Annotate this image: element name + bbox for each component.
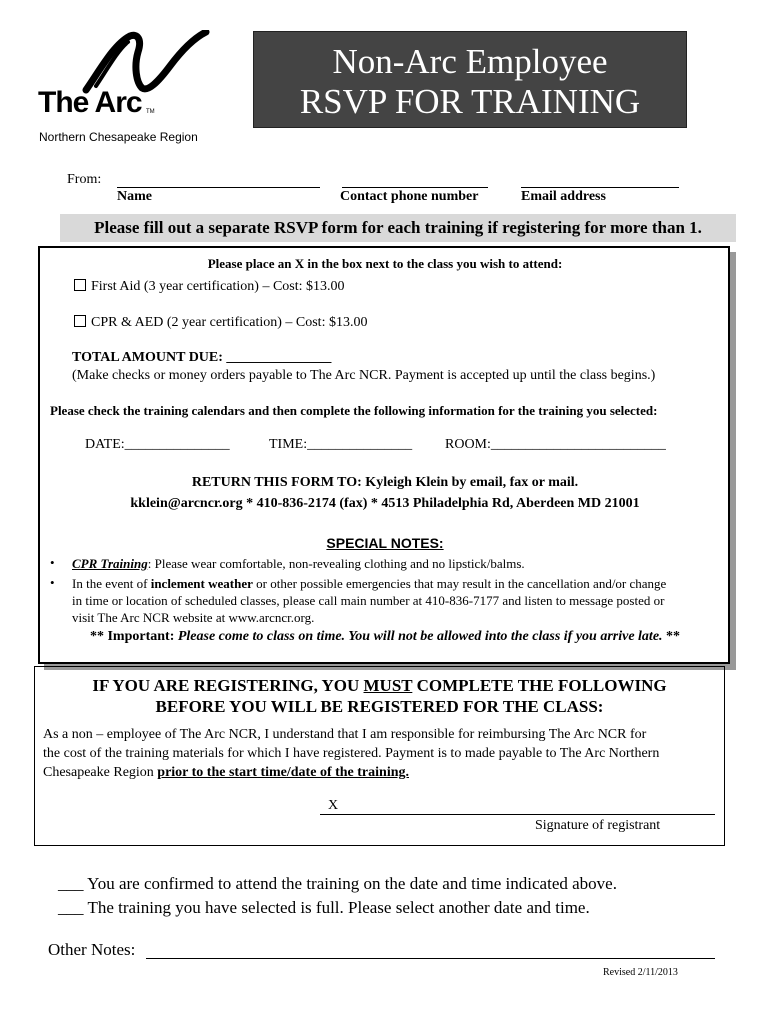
note-weather-line2: in time or location of scheduled classes, please call main number at 410-836-7177 and listen to message posted or xyxy=(72,593,665,608)
note-weather-line1 xyxy=(72,576,666,592)
date-field[interactable]: DATE:_______________ xyxy=(85,437,230,452)
room-field[interactable]: ROOM:_________________________ xyxy=(445,437,666,452)
separate-form-banner: Please fill out a separate RSVP form for each training if registering for more than 1. xyxy=(60,214,736,242)
signature-field[interactable] xyxy=(320,798,715,815)
reg-head-post: COMPLETE THE FOLLOWING xyxy=(412,676,667,695)
return-line1: RETURN THIS FORM TO: Kyleigh Klein by email, fax or mail. xyxy=(191,475,579,490)
signature-caption: Signature of registrant xyxy=(535,818,661,833)
email-field[interactable] xyxy=(521,172,679,188)
agreement-line2: the cost of the training materials for which I have registered. Payment is to made payable to The Arc Northern xyxy=(43,746,660,761)
payment-note: (Make checks or money orders payable to The Arc NCR. Payment is accepted up until the class begins.) xyxy=(72,368,656,383)
reg-head-must: MUST xyxy=(363,676,413,695)
title-line2: RSVP FOR TRAINING xyxy=(299,82,641,121)
class-instruction: Please place an X in the box next to the class you wish to attend: xyxy=(207,256,563,271)
revised-date: Revised 2/11/2013 xyxy=(603,967,678,978)
logo-name: The Arc xyxy=(38,86,142,119)
cpr-aed-label: CPR & AED (2 year certification) – Cost: $13.00 xyxy=(91,315,368,330)
phone-caption: Contact phone number xyxy=(340,189,479,204)
schedule-instruction: Please check the training calendars and then complete the following information for the training you selected: xyxy=(50,403,658,418)
name-caption: Name xyxy=(117,189,152,204)
note-weather-line3: visit The Arc NCR website at www.arcncr.org. xyxy=(72,610,315,625)
agreement-line1: As a non – employee of The Arc NCR, I understand that I am responsible for reimbursing The Arc NCR for xyxy=(43,727,647,742)
name-field[interactable] xyxy=(117,172,320,188)
first-aid-label: First Aid (3 year certification) – Cost: $13.00 xyxy=(91,279,345,294)
important-note xyxy=(0,629,770,645)
return-line2: kklein@arcncr.org * 410-836-2174 (fax) * 4513 Philadelphia Rd, Aberdeen MD 21001 xyxy=(130,496,640,511)
other-notes-label: Other Notes: xyxy=(48,940,136,959)
logo-trademark: TM xyxy=(146,109,155,115)
total-amount-due[interactable]: TOTAL AMOUNT DUE: _______________ xyxy=(72,350,332,365)
note-cpr-text: : Please wear comfortable, non-revealing clothing and no lipstick/balms. xyxy=(147,556,525,571)
note-weather-rest: or other possible emergencies that may result in the cancellation and/or change xyxy=(252,576,667,591)
registration-heading-line1 xyxy=(34,675,725,696)
full-line[interactable]: ___ The training you have selected is full. Please select another date and time. xyxy=(58,898,590,917)
note-weather-pre: In the event of xyxy=(72,576,151,591)
from-label: From: xyxy=(67,172,102,187)
agreement-line3-pre: Chesapeake Region xyxy=(43,765,158,780)
title-box xyxy=(253,31,687,128)
option-first-aid[interactable] xyxy=(74,279,345,295)
special-notes-title: SPECIAL NOTES: xyxy=(326,535,444,551)
important-end: ** xyxy=(662,629,681,644)
phone-field[interactable] xyxy=(342,172,488,188)
agreement-line3-bold: prior to the start time/date of the training. xyxy=(157,765,409,780)
reg-head-pre: IF YOU ARE REGISTERING, YOU xyxy=(92,676,364,695)
other-notes-field[interactable] xyxy=(146,944,715,959)
bullet-icon: • xyxy=(50,555,55,570)
important-text: Please come to class on time. You will not be allowed into the class if you arrive late. xyxy=(174,629,663,644)
note-cpr-label: CPR Training xyxy=(72,556,148,571)
time-field[interactable]: TIME:_______________ xyxy=(269,437,413,452)
note-cpr xyxy=(72,556,525,572)
email-caption: Email address xyxy=(521,189,606,204)
option-cpr-aed[interactable] xyxy=(74,315,367,331)
note-weather-bold: inclement weather xyxy=(150,576,253,591)
cpr-aed-checkbox[interactable] xyxy=(74,315,86,327)
title-line1: Non-Arc Employee xyxy=(332,42,608,81)
first-aid-checkbox[interactable] xyxy=(74,279,86,291)
bullet-icon: • xyxy=(50,575,55,590)
important-label: ** Important: xyxy=(89,629,175,644)
signature-x: X xyxy=(328,798,339,813)
registration-heading-line2: BEFORE YOU WILL BE REGISTERED FOR THE CLASS: xyxy=(155,697,604,716)
confirmed-line[interactable]: ___ You are confirmed to attend the training on the date and time indicated above. xyxy=(58,874,617,893)
logo-region: Northern Chesapeake Region xyxy=(39,130,198,144)
agreement-line3 xyxy=(43,763,409,782)
